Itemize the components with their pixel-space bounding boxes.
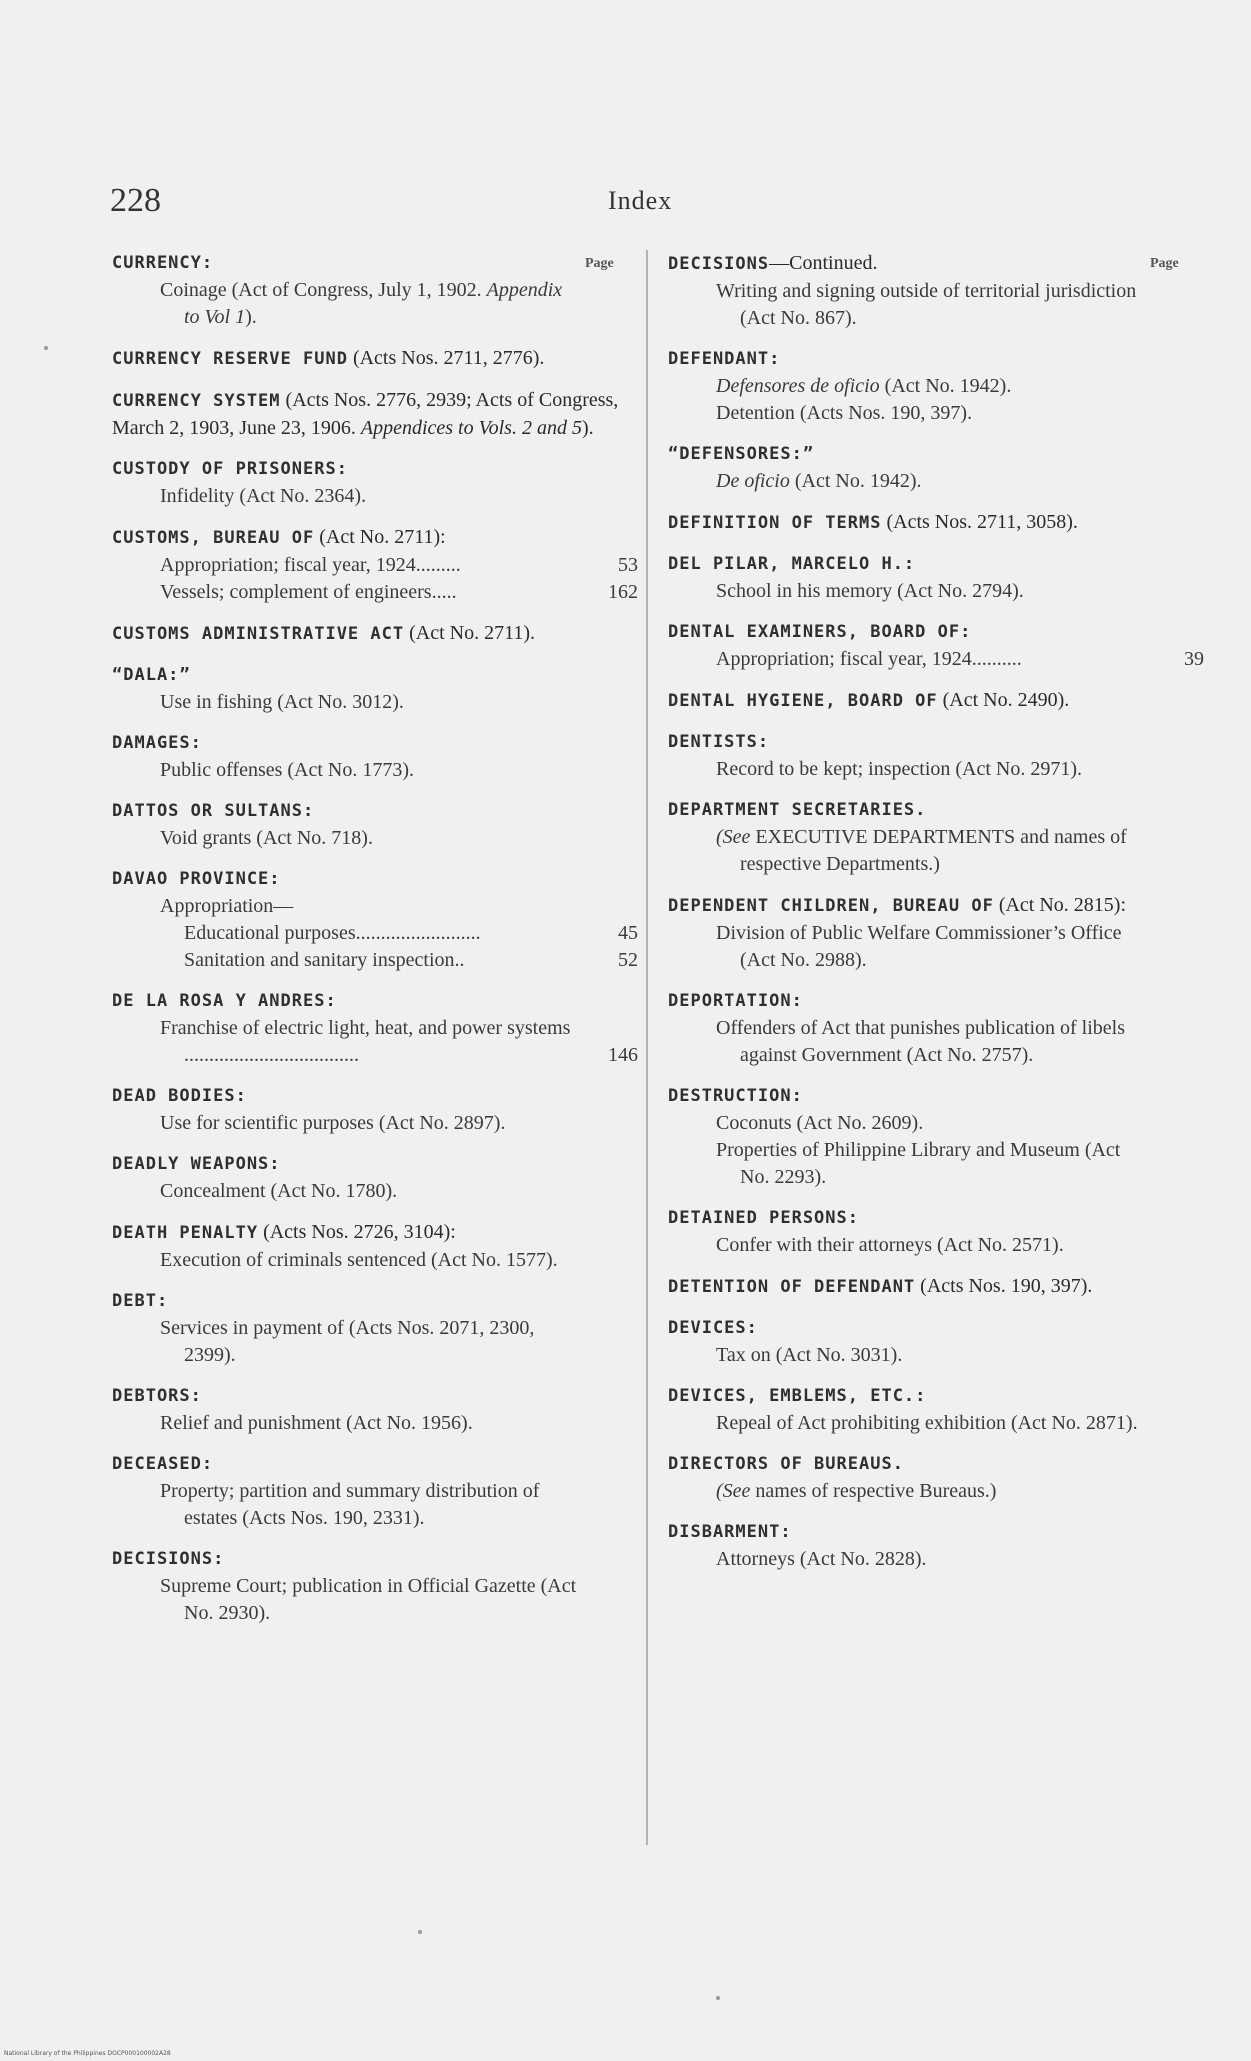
subheading-text: (Act No. 1942). <box>789 470 922 492</box>
entry-note: (Act No. 2815): <box>993 894 1127 916</box>
entry-subheading <box>112 825 632 852</box>
entry-heading-line <box>112 1083 632 1110</box>
index-entry <box>668 892 1198 974</box>
entry-note-tail: ). <box>581 417 594 439</box>
entry-heading: DEPORTATION: <box>668 991 803 1011</box>
index-entry <box>112 730 632 784</box>
entry-note: (Acts Nos. 2726, 3104): <box>258 1221 456 1243</box>
index-entry <box>112 1288 632 1369</box>
entry-subheading <box>668 1137 1198 1191</box>
subheading-text: Property; partition and summary distribution of estates (Acts Nos. 190, 2331). <box>160 1480 540 1529</box>
entry-heading-line <box>668 1315 1198 1342</box>
index-entry <box>668 346 1198 427</box>
entry-heading: “DALA:” <box>112 665 191 685</box>
entry-heading-line <box>112 1383 632 1410</box>
index-entry <box>112 387 632 442</box>
entry-heading-line <box>112 1219 632 1247</box>
page-column-label-left: Page <box>585 256 614 271</box>
entry-subheading <box>112 920 638 947</box>
entry-heading-line <box>668 797 1198 824</box>
entry-heading-line <box>112 662 632 689</box>
entry-subheading <box>668 278 1198 332</box>
entry-heading-line <box>112 866 632 893</box>
paper-speck <box>418 1930 422 1934</box>
entry-heading: DENTISTS: <box>668 732 770 752</box>
subheading-text: (Act No. 1942). <box>879 375 1012 397</box>
entry-heading-line <box>668 509 1198 537</box>
entry-subheading <box>668 468 1198 495</box>
entry-subheading <box>668 1546 1198 1573</box>
entry-heading: DE LA ROSA Y ANDRES: <box>112 991 337 1011</box>
entry-heading: DEVICES, EMBLEMS, ETC.: <box>668 1386 927 1406</box>
entry-subheading <box>668 646 1204 673</box>
entry-note: (Acts Nos. 2711, 2776). <box>347 347 545 369</box>
entry-subheading <box>112 1110 632 1137</box>
index-entry <box>668 797 1198 878</box>
entry-heading-line <box>112 524 632 552</box>
subheading-text: Concealment (Act No. 1780). <box>160 1180 398 1202</box>
subheading-text: Use for scientific purposes (Act No. 2897). <box>160 1112 506 1134</box>
index-entry <box>112 250 632 331</box>
entry-heading-line <box>112 345 632 373</box>
entry-heading-line <box>668 346 1198 373</box>
entry-heading-line <box>112 1451 632 1478</box>
entry-heading-line <box>112 1288 632 1315</box>
entry-heading-line <box>668 441 1198 468</box>
subheading-text: Infidelity (Act No. 2364). <box>160 485 367 507</box>
entry-note-italic: Appendices to Vols. 2 and 5 <box>360 417 582 439</box>
page-reference: 39 <box>1184 648 1204 670</box>
leader-dots: .......... <box>971 648 1022 670</box>
page-reference: 146 <box>608 1044 638 1066</box>
subheading-italic: (See <box>716 1480 751 1502</box>
index-entry <box>112 1083 632 1137</box>
entry-heading: DEPENDENT CHILDREN, BUREAU OF <box>668 896 994 916</box>
entry-heading: “DEFENSORES:” <box>668 444 815 464</box>
index-entry <box>112 866 638 974</box>
entry-subheading <box>112 1247 632 1274</box>
scan-footer: National Library of the Philippines DOCP000100002A28 <box>4 2050 171 2057</box>
entry-heading: CUSTOMS ADMINISTRATIVE ACT <box>112 624 405 644</box>
entry-subheading <box>668 400 1198 427</box>
subheading-text: Coinage (Act of Congress, July 1, 1902. <box>160 279 487 301</box>
index-entry <box>668 619 1204 673</box>
index-entry <box>668 250 1198 332</box>
index-entry <box>668 441 1198 495</box>
entry-heading-line <box>668 1273 1198 1301</box>
subheading-text: Properties of Philippine Library and Museum (Act No. 2293). <box>716 1139 1121 1188</box>
entry-heading: DECISIONS <box>668 254 770 274</box>
page-reference: 52 <box>618 949 638 971</box>
subheading-text: School in his memory (Act No. 2794). <box>716 580 1024 602</box>
entry-heading-line <box>112 798 632 825</box>
subheading-text: Execution of criminals sentenced (Act No. 1577). <box>160 1249 558 1271</box>
index-entry <box>112 524 638 606</box>
subheading-text: Division of Public Welfare Commissioner’s Office (Act No. 2988). <box>716 922 1122 971</box>
entry-subheading <box>668 373 1198 400</box>
subheading-italic: De oficio <box>716 470 790 492</box>
entry-note: (Acts Nos. 190, 397). <box>915 1275 1093 1297</box>
entry-heading: CUSTODY OF PRISONERS: <box>112 459 348 479</box>
entry-heading: DEATH PENALTY <box>112 1223 259 1243</box>
entry-subheading <box>668 920 1198 974</box>
entry-heading-line <box>668 551 1198 578</box>
index-entry <box>112 988 638 1069</box>
entry-heading-line <box>668 619 1198 646</box>
entry-heading-line <box>112 988 632 1015</box>
entry-heading: DETENTION OF DEFENDANT <box>668 1277 916 1297</box>
subheading-text: Confer with their attorneys (Act No. 2571). <box>716 1234 1064 1256</box>
column-divider <box>646 250 648 1845</box>
index-entry <box>112 1151 632 1205</box>
subheading-text: Attorneys (Act No. 2828). <box>716 1548 927 1570</box>
index-entry <box>112 1219 632 1274</box>
entry-subheading <box>112 1573 632 1627</box>
index-entry <box>668 988 1198 1069</box>
entry-heading: DEVICES: <box>668 1318 758 1338</box>
index-entry <box>668 1273 1198 1301</box>
page-reference: 53 <box>618 554 638 576</box>
entry-heading: DEFINITION OF TERMS <box>668 513 882 533</box>
index-entry <box>668 509 1198 537</box>
entry-subheading <box>112 757 632 784</box>
entry-heading: DEPARTMENT SECRETARIES. <box>668 800 927 820</box>
entry-heading: DECEASED: <box>112 1454 214 1474</box>
index-entry <box>668 1083 1198 1191</box>
index-entry <box>112 1383 632 1437</box>
entry-subheading <box>668 1410 1198 1437</box>
entry-heading: DEAD BODIES: <box>112 1086 247 1106</box>
subheading-text: Relief and punishment (Act No. 1956). <box>160 1412 473 1434</box>
subheading-text: Public offenses (Act No. 1773). <box>160 759 415 781</box>
leader-dots: ..... <box>431 581 457 603</box>
entry-heading-line <box>112 730 632 757</box>
entry-subheading <box>668 578 1198 605</box>
entry-heading-line <box>668 892 1198 920</box>
entry-subheading <box>668 1110 1198 1137</box>
entry-subheading <box>112 579 638 606</box>
subheading-text: names of respective Bureaus.) <box>750 1480 997 1502</box>
index-entry <box>112 1546 632 1627</box>
index-entry <box>668 729 1198 783</box>
entry-subheading <box>112 277 632 331</box>
entry-note: (Act No. 2711). <box>404 622 536 644</box>
page-number: 228 <box>110 182 161 219</box>
subheading-text: EXECUTIVE DEPARTMENTS and names of respective Departments.) <box>740 826 1127 875</box>
subheading-text: Coconuts (Act No. 2609). <box>716 1112 924 1134</box>
entry-heading-line <box>668 1383 1198 1410</box>
index-entry <box>112 456 632 510</box>
entry-subheading <box>112 1410 632 1437</box>
subheading-tail: ). <box>245 306 257 328</box>
entry-heading: DENTAL HYGIENE, BOARD OF <box>668 691 938 711</box>
subheading-text: Use in fishing (Act No. 3012). <box>160 691 404 713</box>
entry-heading-line <box>112 1151 632 1178</box>
entry-subheading <box>112 1315 632 1369</box>
index-entry <box>668 1451 1198 1505</box>
entry-subheading <box>112 1015 638 1069</box>
index-entry <box>668 1383 1198 1437</box>
subheading-text: Appropriation; fiscal year, 1924 <box>716 648 972 670</box>
index-entry <box>112 620 632 648</box>
paper-speck <box>716 1996 720 2000</box>
entry-note: (Acts Nos. 2776, 2939; Acts of Congress, March 2, 1903, June 23, 1906. <box>112 389 619 439</box>
page-column-label-right: Page <box>1150 256 1179 271</box>
entry-heading: DEBT: <box>112 1291 169 1311</box>
entry-heading: CURRENCY SYSTEM <box>112 391 281 411</box>
entry-heading: DAMAGES: <box>112 733 202 753</box>
index-entry <box>112 1451 632 1532</box>
entry-subheading <box>112 552 638 579</box>
entry-heading-line <box>668 1451 1198 1478</box>
entry-heading: DAVAO PROVINCE: <box>112 869 281 889</box>
right-column <box>668 250 1204 1587</box>
subheading-italic: (See <box>716 826 751 848</box>
index-entry <box>668 1519 1198 1573</box>
subheading-text: Writing and signing outside of territorial jurisdiction (Act No. 867). <box>716 280 1137 329</box>
running-head <box>608 186 672 216</box>
entry-heading: DENTAL EXAMINERS, BOARD OF: <box>668 622 972 642</box>
subheading-text: Services in payment of (Acts Nos. 2071, 2300, 2399). <box>160 1317 535 1366</box>
entry-heading: DEFENDANT: <box>668 349 781 369</box>
entry-heading-line <box>668 988 1198 1015</box>
entry-heading-line <box>668 729 1198 756</box>
subheading-text: Supreme Court; publication in Official Gazette (Act No. 2930). <box>160 1575 577 1624</box>
entry-subheading <box>112 1478 632 1532</box>
entry-heading-line <box>668 687 1198 715</box>
entry-heading: DECISIONS: <box>112 1549 225 1569</box>
entry-heading: DEL PILAR, MARCELO H.: <box>668 554 916 574</box>
index-entry <box>668 551 1198 605</box>
subheading-text: Record to be kept; inspection (Act No. 2971). <box>716 758 1083 780</box>
entry-heading: DESTRUCTION: <box>668 1086 803 1106</box>
subheading-italic: Appendix to Vol 1 <box>184 279 563 328</box>
entry-heading-line <box>112 620 632 648</box>
index-entry <box>668 1205 1198 1259</box>
entry-heading-line <box>668 1083 1198 1110</box>
entry-subheading <box>668 1015 1198 1069</box>
running-head-text: Index <box>608 186 673 215</box>
entry-subheading <box>112 947 638 974</box>
entry-heading: DATTOS OR SULTANS: <box>112 801 315 821</box>
entry-note: (Act No. 2711): <box>314 526 446 548</box>
subheading-text: Franchise of electric light, heat, and power systems <box>160 1017 571 1039</box>
entry-subheading <box>668 756 1198 783</box>
entry-note: (Acts Nos. 2711, 3058). <box>881 511 1078 533</box>
entry-heading-line <box>112 456 632 483</box>
entry-note: —Continued. <box>769 252 878 274</box>
left-column <box>112 250 638 1641</box>
entry-subheading <box>112 1178 632 1205</box>
entry-heading: CUSTOMS, BUREAU OF <box>112 528 315 548</box>
leader-dots: .. <box>454 949 465 971</box>
entry-heading-line <box>668 1205 1198 1232</box>
entry-heading-line <box>668 1519 1198 1546</box>
leader-dots: ................................... <box>184 1044 359 1066</box>
entry-subheading <box>668 1342 1198 1369</box>
entry-subheading <box>668 1478 1198 1505</box>
index-entry <box>668 1315 1198 1369</box>
entry-heading: DEBTORS: <box>112 1386 202 1406</box>
index-entry <box>112 798 632 852</box>
entry-heading: CURRENCY RESERVE FUND <box>112 349 348 369</box>
subheading-text: Tax on (Act No. 3031). <box>716 1344 903 1366</box>
entry-note: (Act No. 2490). <box>937 689 1070 711</box>
entry-heading: DIRECTORS OF BUREAUS. <box>668 1454 904 1474</box>
entry-heading-line <box>112 387 632 442</box>
index-entry <box>112 662 632 716</box>
subheading-text: Offenders of Act that punishes publication of libels against Government (Act No. 2757). <box>716 1017 1125 1066</box>
index-entry <box>112 345 632 373</box>
subheading-text: Appropriation; fiscal year, 1924 <box>160 554 416 576</box>
subheading-text: Detention (Acts Nos. 190, 397). <box>716 402 973 424</box>
entry-heading: DEADLY WEAPONS: <box>112 1154 281 1174</box>
entry-heading-line <box>112 250 632 277</box>
entry-heading: DISBARMENT: <box>668 1522 792 1542</box>
page-reference: 162 <box>608 581 638 603</box>
entry-heading: CURRENCY: <box>112 253 214 273</box>
entry-heading-line <box>668 250 1198 278</box>
page-reference: 45 <box>618 922 638 944</box>
entry-subheading <box>112 483 632 510</box>
entry-subheading <box>668 824 1198 878</box>
subheading-text: Appropriation— <box>160 895 294 917</box>
leader-dots: ......... <box>415 554 461 576</box>
subheading-text: Repeal of Act prohibiting exhibition (Act No. 2871). <box>716 1412 1138 1434</box>
entry-subheading <box>112 893 632 920</box>
leader-dots: ......................... <box>355 922 481 944</box>
entry-heading-line <box>112 1546 632 1573</box>
subheading-italic: Defensores de oficio <box>716 375 880 397</box>
entry-subheading <box>668 1232 1198 1259</box>
subheading-text: Void grants (Act No. 718). <box>160 827 373 849</box>
subheading-text: Vessels; complement of engineers <box>160 581 432 603</box>
entry-heading: DETAINED PERSONS: <box>668 1208 859 1228</box>
paper-speck <box>44 346 48 350</box>
subheading-text: Educational purposes <box>184 922 356 944</box>
entry-subheading <box>112 689 632 716</box>
subheading-text: Sanitation and sanitary inspection <box>184 949 455 971</box>
index-entry <box>668 687 1198 715</box>
